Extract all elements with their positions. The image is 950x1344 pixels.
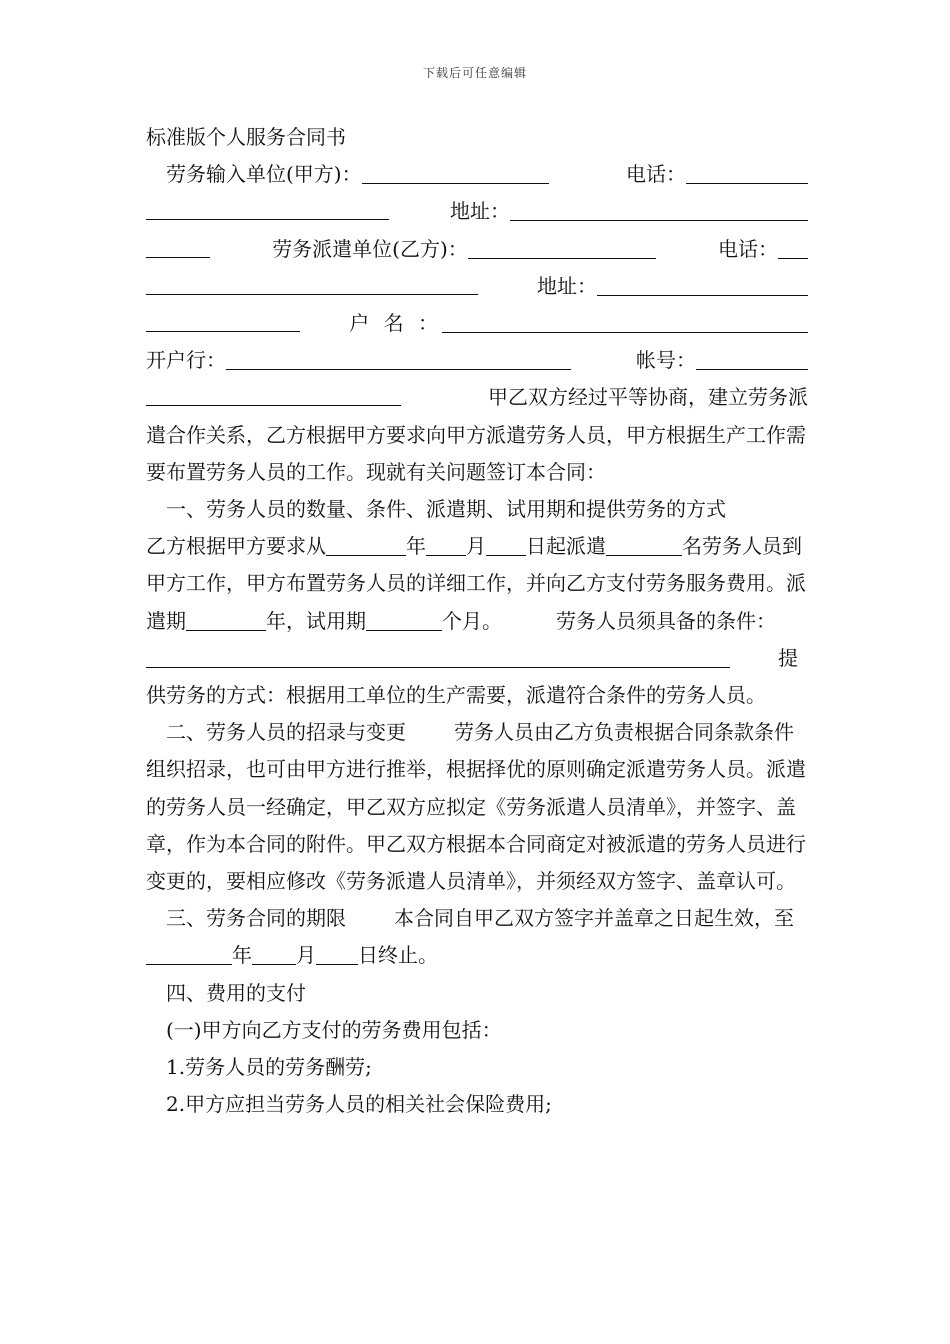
intro-line	[146, 379, 808, 416]
s3-year-blank	[146, 938, 232, 965]
s1-month-blank	[426, 529, 466, 556]
s1-conditions-blank	[146, 641, 622, 668]
s1-trial-label: 年，试用期	[266, 608, 366, 633]
s1-method-text: 提供劳务的方式：根据用工单位的生产需要，派遣符合条件的劳务人员。	[146, 645, 798, 708]
intro-text-b: 遣合作关系，乙方根据甲方要求向甲方派遣劳务人员，甲方根据生产工作需要布置劳务人员的工作。现就有关问题签订本合同：	[146, 422, 806, 484]
section-3-body: 本合同自甲乙双方签字并盖章之日起生效，至	[394, 906, 794, 931]
s3-year-label: 年	[232, 943, 252, 968]
section-4-item1: 1.劳务人员的劳务酬劳;	[166, 1055, 372, 1080]
contract-body	[146, 119, 808, 1123]
party-b-blank	[468, 232, 656, 259]
account-no-blank	[696, 343, 808, 370]
section-3-heading: 三、劳务合同的期限	[166, 906, 346, 931]
party-b-address-line	[146, 268, 808, 305]
account-name-blank	[442, 306, 808, 333]
s1-conditions-blank-cont	[622, 641, 730, 668]
s3-day-blank	[316, 938, 358, 965]
section-4-sub1: (一)甲方向乙方支付的劳务费用包括：	[166, 1017, 502, 1042]
s1-text-from: 乙方根据甲方要求从	[146, 534, 326, 559]
s1-conditions-label: 劳务人员须具备的条件：	[556, 608, 776, 633]
account-name-line	[146, 305, 808, 342]
account-no-blank-cont	[146, 379, 401, 406]
party-b-address-label: 地址：	[537, 273, 597, 298]
bank-line	[146, 342, 808, 379]
section-2-heading: 二、劳务人员的招录与变更	[166, 720, 406, 745]
section-4-item2: 2.甲方应担当劳务人员的相关社会保险费用;	[166, 1092, 552, 1117]
s1-trial-blank	[366, 604, 442, 631]
s1-year-label: 年	[406, 534, 426, 559]
party-a-phone-label: 电话：	[626, 162, 686, 187]
party-a-address-blank	[510, 194, 808, 221]
account-name-label: 户 名 ：	[349, 311, 442, 336]
party-b-phone-blank-cont	[146, 268, 478, 295]
s1-day-blank	[486, 529, 526, 556]
party-a-line	[146, 156, 808, 193]
party-a-blank	[362, 157, 549, 184]
section-2	[146, 714, 808, 900]
bank-blank	[226, 343, 571, 370]
section-4-heading: 四、费用的支付	[166, 980, 306, 1005]
s3-month-blank	[252, 938, 296, 965]
party-b-line	[146, 231, 808, 268]
s3-month-label: 月	[296, 943, 316, 968]
party-b-address-blank	[597, 269, 808, 296]
party-a-phone-blank-cont	[146, 193, 389, 220]
s1-day-label: 日起派遣	[526, 534, 606, 559]
party-a-phone-blank	[686, 157, 808, 184]
section-3	[146, 900, 808, 974]
section-1-body	[146, 528, 808, 714]
header-note: 下载后可任意编辑	[422, 66, 527, 80]
intro-text-a: 甲乙双方经过平等协商，建立劳务派	[488, 385, 808, 410]
party-b-phone-label: 电话：	[717, 236, 778, 261]
party-a-address-line	[146, 193, 808, 230]
party-b-phone-blank	[778, 232, 808, 259]
bank-label: 开户行：	[146, 348, 226, 373]
party-a-label: 劳务输入单位(甲方)：	[166, 162, 362, 187]
party-b-label: 劳务派遣单位(乙方)：	[272, 236, 468, 261]
party-b-address-blank-cont	[146, 305, 300, 332]
s1-month-label: 月	[466, 534, 486, 559]
s3-end-label: 日终止。	[358, 943, 438, 968]
s1-year-blank	[326, 529, 406, 556]
s1-months-label: 个月。	[442, 608, 502, 633]
section-1-heading: 一、劳务人员的数量、条件、派遣期、试用期和提供劳务的方式	[166, 497, 726, 522]
contract-title: 标准版个人服务合同书	[146, 125, 346, 149]
s1-count-blank	[606, 529, 682, 556]
section-2-body: 劳务人员由乙方负责根据合同条款条件组织招录，也可由甲方进行推举，根据择优的原则确定派遣劳务人员。派遣的劳务人员一经确定，甲乙双方应拟定《劳务派遣人员清单》，并签字、盖章，作为本合同的附件。甲乙双方根据本合同商定对被派遣的劳务人员进行变更的，要相应修改《劳务派遣人员清单》，并须经双方签字、盖章认可。	[146, 720, 806, 894]
s1-period-blank	[186, 604, 266, 631]
account-no-label: 帐号：	[636, 348, 696, 373]
s1-count-text: 名劳务人员到甲方工作，甲方布置劳务人员的详细工作，并向乙方支付劳务服务费用。派遣期	[146, 534, 806, 633]
party-a-address-label: 地址：	[450, 199, 510, 224]
party-a-address-blank-cont	[146, 231, 210, 258]
